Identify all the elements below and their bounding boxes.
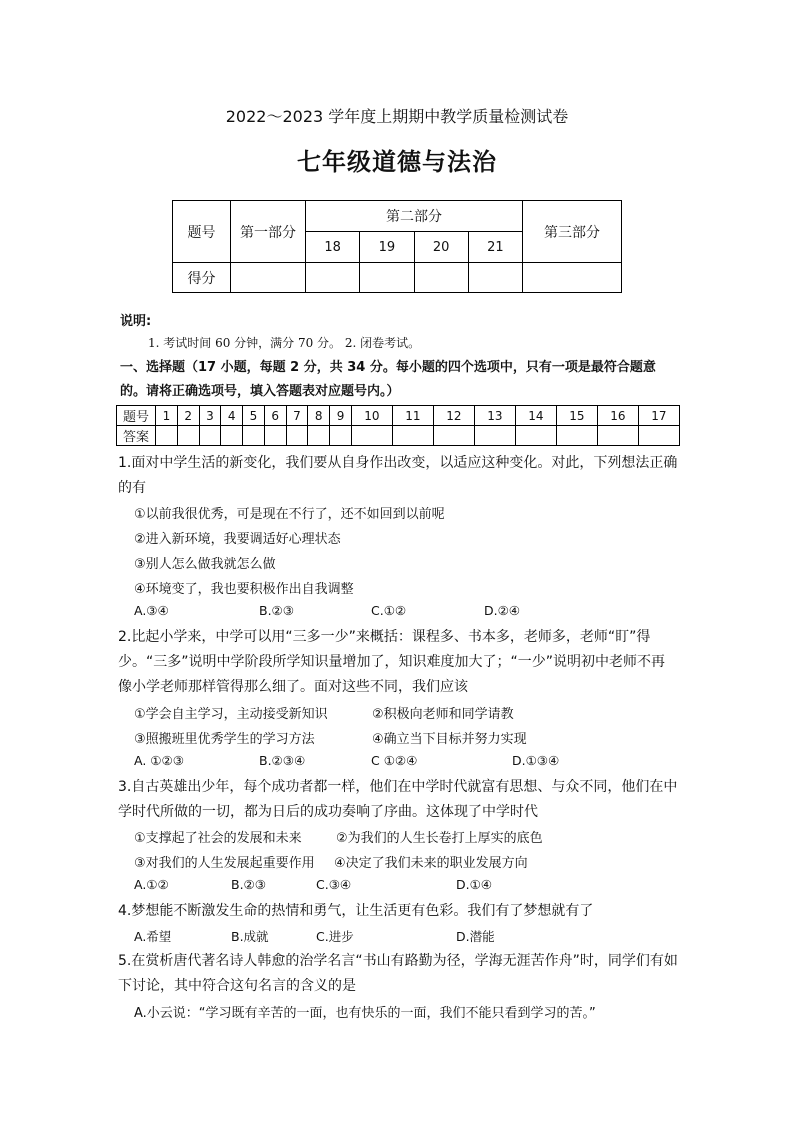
answer-cell[interactable] bbox=[351, 426, 392, 446]
answer-cell[interactable] bbox=[638, 426, 679, 446]
score-table-sub-18: 18 bbox=[306, 232, 360, 263]
q2-item-3: ③照搬班里优秀学生的学习方法 bbox=[134, 732, 315, 747]
q2-choice-c: C ①②④ bbox=[371, 753, 418, 768]
answer-number: 15 bbox=[556, 406, 597, 426]
answer-cell[interactable] bbox=[474, 426, 515, 446]
answer-number: 7 bbox=[286, 406, 308, 426]
answer-cell[interactable] bbox=[243, 426, 265, 446]
answer-number: 12 bbox=[433, 406, 474, 426]
answer-cell[interactable] bbox=[556, 426, 597, 446]
q3-item-1: ①支撑起了社会的发展和未来 bbox=[134, 831, 302, 846]
score-table-part3: 第三部分 bbox=[523, 201, 622, 263]
score-table bbox=[172, 200, 622, 293]
score-table-part1: 第一部分 bbox=[231, 201, 306, 263]
q3-item-4: ④决定了我们未来的职业发展方向 bbox=[334, 856, 528, 871]
q2-choice-d: D.①③④ bbox=[512, 753, 560, 768]
answer-number: 6 bbox=[264, 406, 286, 426]
q2-stem: 2.比起小学来，中学可以用“三多一少”来概括：课程多、书本多，老师多，老师“盯”得少。“三多”说明中学阶段所学知识量增加了，知识难度加大了；“一少”说明初中老师不再像小学老师那样管得那么细了。面对这些不同，我们应该 bbox=[118, 629, 666, 695]
answer-cell[interactable] bbox=[286, 426, 308, 446]
q1-choice-d: D.②④ bbox=[484, 603, 521, 618]
q5-choice-a: A.小云说：“学习既有辛苦的一面，也有快乐的一面，我们不能只看到学习的苦。” bbox=[134, 1006, 596, 1021]
q2-choice-a: A. ①②③ bbox=[134, 753, 184, 768]
exam-title: 七年级道德与法治 bbox=[297, 148, 497, 176]
score-table-sub-20: 20 bbox=[414, 232, 468, 263]
q1-choice-b: B.②③ bbox=[259, 603, 294, 618]
answer-cell[interactable] bbox=[330, 426, 352, 446]
answer-cell[interactable] bbox=[156, 426, 178, 446]
q1-item-1: ①以前我很优秀，可是现在不行了，还不如回到以前呢 bbox=[134, 507, 445, 522]
answer-number: 1 bbox=[156, 406, 178, 426]
answer-table bbox=[116, 405, 680, 446]
score-cell-part3[interactable] bbox=[523, 263, 622, 293]
q2-item-1: ①学会自主学习，主动接受新知识 bbox=[134, 707, 328, 722]
answer-cell[interactable] bbox=[597, 426, 638, 446]
q2-item-2: ②积极向老师和同学请教 bbox=[372, 707, 514, 722]
answer-cell[interactable] bbox=[515, 426, 556, 446]
exam-header: 2022～2023 学年度上期期中教学质量检测试卷 bbox=[225, 107, 569, 126]
q4-choice-a: A.希望 bbox=[134, 929, 172, 944]
notes-label: 说明: bbox=[120, 314, 152, 329]
q2-item-4: ④确立当下目标并努力实现 bbox=[372, 732, 527, 747]
answer-cell[interactable] bbox=[221, 426, 243, 446]
score-table-sub-19: 19 bbox=[360, 232, 414, 263]
answer-number: 5 bbox=[243, 406, 265, 426]
answer-cell[interactable] bbox=[392, 426, 433, 446]
q1-item-4: ④环境变了，我也要积极作出自我调整 bbox=[134, 582, 354, 597]
score-table-part2: 第二部分 bbox=[306, 201, 523, 232]
q5-stem: 5.在赏析唐代著名诗人韩愈的治学名言“书山有路勤为径，学海无涯苦作舟”时，同学们有如下讨论，其中符合这句名言的含义的是 bbox=[118, 953, 678, 994]
score-cell-19[interactable] bbox=[360, 263, 414, 293]
q3-choice-a: A.①② bbox=[134, 877, 169, 892]
q1-choice-a: A.③④ bbox=[134, 603, 169, 618]
score-cell-20[interactable] bbox=[414, 263, 468, 293]
q4-choice-c: C.进步 bbox=[316, 929, 354, 944]
q3-item-3: ③对我们的人生发展起重要作用 bbox=[134, 856, 315, 871]
score-cell-21[interactable] bbox=[468, 263, 522, 293]
answer-table-answer-label: 答案 bbox=[117, 426, 156, 446]
answer-number: 2 bbox=[177, 406, 199, 426]
answer-number: 4 bbox=[221, 406, 243, 426]
q3-item-2: ②为我们的人生长卷打上厚实的底色 bbox=[336, 831, 543, 846]
answer-number: 9 bbox=[330, 406, 352, 426]
score-cell-18[interactable] bbox=[306, 263, 360, 293]
q1-choice-c: C.①② bbox=[371, 603, 407, 618]
answer-number: 11 bbox=[392, 406, 433, 426]
q3-choice-b: B.②③ bbox=[231, 877, 266, 892]
q1-item-2: ②进入新环境，我要调适好心理状态 bbox=[134, 532, 341, 547]
answer-number: 17 bbox=[638, 406, 679, 426]
q3-choice-c: C.③④ bbox=[316, 877, 352, 892]
score-table-sub-21: 21 bbox=[468, 232, 522, 263]
score-label: 得分 bbox=[173, 263, 231, 293]
answer-number: 8 bbox=[308, 406, 330, 426]
q1-item-3: ③别人怎么做我就怎么做 bbox=[134, 557, 276, 572]
answer-table-number-label: 题号 bbox=[117, 406, 156, 426]
q1-stem: 1.面对中学生活的新变化，我们要从自身作出改变，以适应这种变化。对此，下列想法正确的有 bbox=[118, 455, 678, 496]
answer-cell[interactable] bbox=[177, 426, 199, 446]
notes-text: 1. 考试时间 60 分钟，满分 70 分。 2. 闭卷考试。 bbox=[148, 336, 421, 350]
q4-choice-d: D.潜能 bbox=[456, 929, 495, 944]
answer-cell[interactable] bbox=[433, 426, 474, 446]
q4-stem: 4.梦想能不断激发生命的热情和勇气，让生活更有色彩。我们有了梦想就有了 bbox=[118, 903, 594, 919]
answer-number: 14 bbox=[515, 406, 556, 426]
q2-choice-b: B.②③④ bbox=[259, 753, 306, 768]
section-heading: 一、选择题（17 小题，每题 2 分，共 34 分。每小题的四个选项中，只有一项是最符合题意的。请将正确选项号，填入答题表对应题号内。） bbox=[120, 360, 656, 399]
score-table-header: 题号 bbox=[173, 201, 231, 263]
q4-choice-b: B.成就 bbox=[231, 929, 269, 944]
score-cell-part1[interactable] bbox=[231, 263, 306, 293]
q3-stem: 3.自古英雄出少年，每个成功者都一样，他们在中学时代就富有思想、与众不同，他们在中学时代所做的一切，都为日后的成功奏响了序曲。这体现了中学时代 bbox=[118, 779, 678, 820]
answer-number: 10 bbox=[351, 406, 392, 426]
answer-number: 16 bbox=[597, 406, 638, 426]
answer-number: 13 bbox=[474, 406, 515, 426]
answer-number: 3 bbox=[199, 406, 221, 426]
answer-cell[interactable] bbox=[199, 426, 221, 446]
answer-cell[interactable] bbox=[264, 426, 286, 446]
answer-cell[interactable] bbox=[308, 426, 330, 446]
q3-choice-d: D.①④ bbox=[456, 877, 493, 892]
